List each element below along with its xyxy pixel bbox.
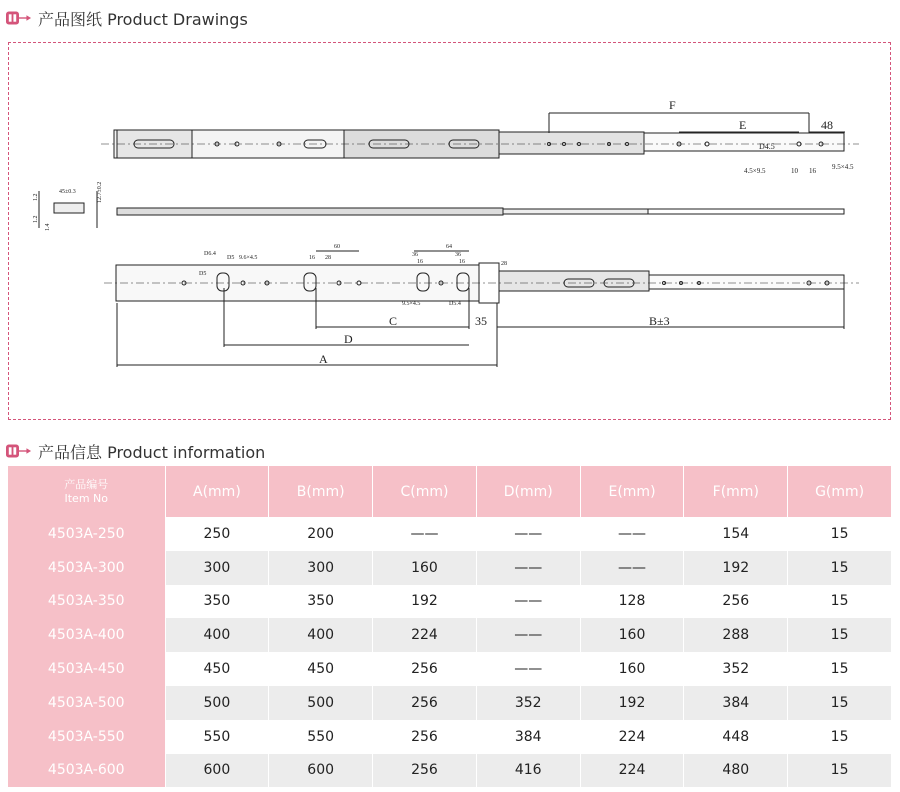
cell-b: 600 (269, 754, 373, 788)
header-col-g: G(mm) (788, 466, 892, 517)
cell-f: 256 (684, 585, 788, 619)
cell-e: —— (580, 551, 684, 585)
header-col-e: E(mm) (580, 466, 684, 517)
dim-28b: 28 (501, 261, 507, 267)
dim-16b: 16 (417, 259, 423, 265)
header-item-cn: 产品编号 (64, 477, 109, 491)
header-item-en: Item No (64, 491, 108, 505)
cell-b: 550 (269, 720, 373, 754)
side-dim-2: 12.7±0.2 (97, 181, 103, 203)
cell-d: —— (476, 517, 580, 551)
cell-item: 4503A-350 (8, 585, 165, 619)
cell-g: 15 (788, 551, 892, 585)
cell-item: 4503A-250 (8, 517, 165, 551)
cell-c: 256 (373, 754, 477, 788)
dim-36a: 36 (412, 252, 418, 258)
cell-b: 200 (269, 517, 373, 551)
brand-arrow-icon (6, 10, 32, 26)
dim-D: D (344, 332, 353, 346)
cell-a: 450 (165, 652, 269, 686)
header-col-b: B(mm) (269, 466, 373, 517)
dim-36b: 36 (455, 252, 461, 258)
dim-16c: 16 (459, 259, 465, 265)
cell-d: —— (476, 618, 580, 652)
cell-g: 15 (788, 585, 892, 619)
product-info-table (8, 466, 892, 787)
dim-9545: 9.5×4.5 (832, 163, 854, 171)
table-row (8, 585, 892, 619)
table-row (8, 517, 892, 551)
drawings-header (6, 7, 248, 29)
cell-a: 250 (165, 517, 269, 551)
cell-item: 4503A-400 (8, 618, 165, 652)
cell-d: —— (476, 652, 580, 686)
cell-a: 500 (165, 686, 269, 720)
cell-b: 300 (269, 551, 373, 585)
product-drawing (8, 42, 891, 420)
dim-4595: 4.5×9.5 (744, 167, 766, 175)
dim-d5: D5 (227, 255, 235, 261)
dim-E: E (739, 118, 747, 132)
cell-f: 352 (684, 652, 788, 686)
cell-d: —— (476, 551, 580, 585)
cell-c: 256 (373, 652, 477, 686)
dim-A: A (319, 352, 328, 366)
dim-35: 35 (475, 314, 487, 328)
dim-954: 9.5×4.5 (402, 301, 421, 307)
cell-e: 192 (580, 686, 684, 720)
side-dim-4: 1.2 (33, 215, 39, 223)
cell-a: 600 (165, 754, 269, 788)
cell-b: 350 (269, 585, 373, 619)
cell-e: 160 (580, 618, 684, 652)
cell-a: 350 (165, 585, 269, 619)
dim-60: 60 (334, 244, 340, 250)
dim-C: C (389, 314, 398, 328)
dim-28: 28 (325, 255, 331, 261)
dim-d5b: D5 (199, 271, 207, 277)
cell-f: 448 (684, 720, 788, 754)
cell-e: 224 (580, 720, 684, 754)
dim-16a: 16 (309, 255, 315, 261)
cell-f: 154 (684, 517, 788, 551)
drawings-title: 产品图纸 Product Drawings (38, 9, 248, 29)
cell-d: 384 (476, 720, 580, 754)
cell-c: 160 (373, 551, 477, 585)
cell-b: 500 (269, 686, 373, 720)
slide-technical-drawing (9, 43, 892, 421)
cell-e: 224 (580, 754, 684, 788)
table-row (8, 618, 892, 652)
cell-g: 15 (788, 652, 892, 686)
header-item-no (8, 466, 165, 517)
cell-g: 15 (788, 517, 892, 551)
cell-d: 352 (476, 686, 580, 720)
side-dim-1: 45±0.3 (59, 189, 76, 195)
cell-c: 256 (373, 720, 477, 754)
dim-B: B±3 (649, 314, 670, 328)
side-dim-5: 1.4 (45, 223, 51, 231)
cell-c: 192 (373, 585, 477, 619)
cell-a: 550 (165, 720, 269, 754)
header-col-a: A(mm) (165, 466, 269, 517)
cell-e: 160 (580, 652, 684, 686)
cell-c: —— (373, 517, 477, 551)
cell-f: 480 (684, 754, 788, 788)
table-row (8, 551, 892, 585)
cell-c: 224 (373, 618, 477, 652)
brand-arrow-icon (6, 443, 32, 459)
dim-64: 64 (446, 244, 452, 250)
dim-16: 16 (809, 167, 816, 175)
table-header-row (8, 466, 892, 517)
header-col-f: F(mm) (684, 466, 788, 517)
cell-f: 192 (684, 551, 788, 585)
header-col-c: C(mm) (373, 466, 477, 517)
cell-e: —— (580, 517, 684, 551)
cell-d: —— (476, 585, 580, 619)
cell-a: 300 (165, 551, 269, 585)
dim-10: 10 (791, 167, 798, 175)
dim-9645: 9.6×4.5 (239, 255, 258, 261)
cell-item: 4503A-450 (8, 652, 165, 686)
cell-f: 288 (684, 618, 788, 652)
cell-a: 400 (165, 618, 269, 652)
cell-g: 15 (788, 618, 892, 652)
cell-f: 384 (684, 686, 788, 720)
cell-e: 128 (580, 585, 684, 619)
dim-d54: D5.4 (449, 301, 461, 307)
info-header (6, 440, 265, 462)
table-row (8, 652, 892, 686)
cell-g: 15 (788, 754, 892, 788)
cell-item: 4503A-300 (8, 551, 165, 585)
dim-F: F (669, 98, 676, 112)
table-row (8, 720, 892, 754)
cell-b: 400 (269, 618, 373, 652)
dim-48: 48 (821, 118, 833, 132)
table-row (8, 686, 892, 720)
dim-d45: D4.5 (759, 142, 775, 151)
cell-d: 416 (476, 754, 580, 788)
table-row (8, 754, 892, 788)
side-dim-3: 1.2 (33, 193, 39, 201)
cell-g: 15 (788, 720, 892, 754)
info-title: 产品信息 Product information (38, 442, 266, 462)
header-col-d: D(mm) (476, 466, 580, 517)
dim-d64: D6.4 (204, 251, 216, 257)
cell-c: 256 (373, 686, 477, 720)
cell-item: 4503A-600 (8, 754, 165, 788)
cell-item: 4503A-500 (8, 686, 165, 720)
cell-g: 15 (788, 686, 892, 720)
cell-b: 450 (269, 652, 373, 686)
cell-item: 4503A-550 (8, 720, 165, 754)
